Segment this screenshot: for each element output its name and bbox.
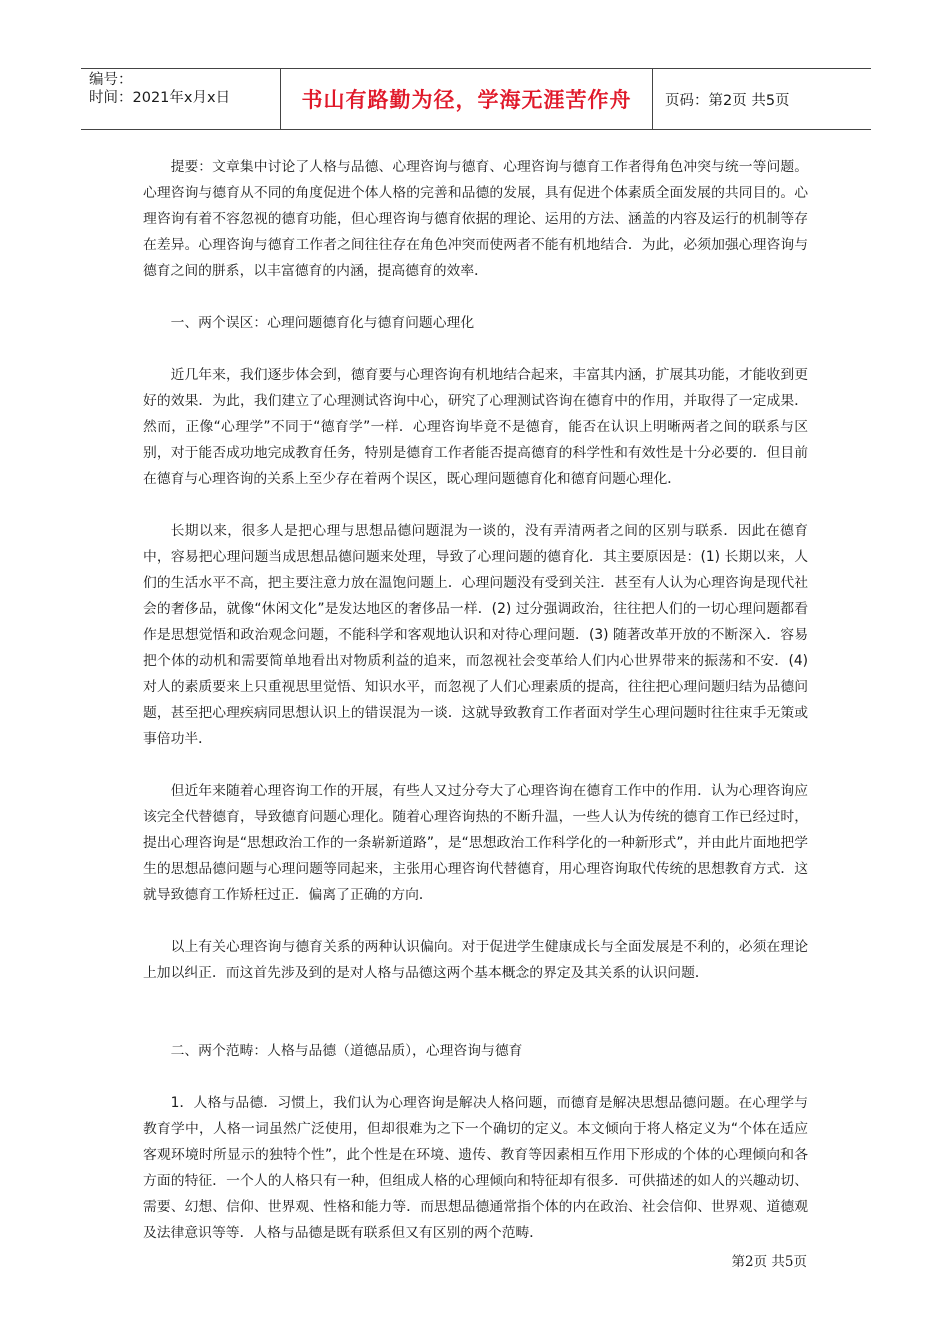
section-heading-2: 二、两个范畴：人格与品德（道德品质），心理咨询与德育 — [170, 1043, 523, 1059]
document-header — [81, 68, 871, 130]
header-meta — [81, 69, 281, 129]
abstract-paragraph: 提要：文章集中讨论了人格与品德、心理咨询与德育、心理咨询与德育工作者得角色冲突与统一等问题。心理咨询与德育从不同的角度促进个体人格的完善和品德的发展，具有促进个体素质全面发展的共同目的。心理咨询有着不容忽视的德育功能，但心理咨询与德育依据的理论、运用的方法、涵盖的内容及运行的机制等存在差异。心理咨询与德育工作者之间往往存在角色冲突而使两者不能有机地结合．为此，必须加强心理咨询与德育之间的胼系，以丰富德育的内涵，提高德育的效率． — [143, 159, 808, 279]
document-body — [143, 154, 808, 1246]
body-paragraph: 以上有关心理咨询与德育关系的两种认识偏向。对于促进学生健康成长与全面发展是不利的，必须在理论上加以纠正．而这首先涉及到的是对人格与品德这两个基本概念的界定及其关系的认识问题． — [143, 939, 808, 981]
header-page-cell — [653, 69, 871, 129]
body-paragraph: 但近年来随着心理咨询工作的开展，有些人又过分夸大了心理咨询在德育工作中的作用．认为心理咨询应该完全代替德育，导致德育问题心理化。随着心理咨询热的不断升温，一些人认为传统的德育工作已经过时，提出心理咨询是“思想政治工作的一条崭新道路”，是“思想政治工作科学化的一种新形式”，并由此片面地把学生的思想品德问题与心理问题等同起来，主张用心理咨询代替德育，用心理咨询取代传统的思想教育方式．这就导致德育工作矫枉过正．偏离了正确的方向． — [143, 783, 808, 903]
body-paragraph: 长期以来，很多人是把心理与思想品德问题混为一谈的，没有弄清两者之间的区别与联系．因此在德育中，容易把心理问题当成思想品德问题来处理，导致了心理问题的德育化．其主要原因是：(1) 长期以来，人们的生活水平不高，把主要注意力放在温饱问题上．心理问题没有受到关注．甚至有人认为心理咨询是现代社会的奢侈品，就像“休闲文化”是发达地区的奢侈品一样．(2) 过分强调政治，往往把人们的一切心理问题都看作是思想觉悟和政治观念问题，不能科学和客观地认识和对待心理问题．(3) 随著改革开放的不断深入．容易把个体的动机和需要简单地看出对物质利益的追来，而忽视社会变革给人们内心世界带来的振荡和不安．(4) 对人的素质要来上只重视思里觉悟、知识水平，而忽视了人们心理素质的提高，往往把心理问题归结为品德问题，甚至把心理疾病同思想认识上的错误混为一谈．这就导致教育工作者面对学生心理问题时往往束手无策或事倍功半． — [143, 523, 808, 747]
header-motto-cell — [281, 69, 653, 129]
page-footer: 第2页 共5页 — [731, 1254, 807, 1270]
body-paragraph: 1．人格与品德．习惯上，我们认为心理咨询是解决人格问题，而德育是解决思想品德问题。在心理学与教育学中，人格一词虽然广泛使用，但却很难为之下一个确切的定义。本文倾向于将人格定义为“个体在适应客观环境时所显示的独特个性”，此个性是在环境、遗传、教育等因素相互作用下形成的个体的心理倾向和各方面的特征．一个人的人格只有一种，但组成人格的心理倾向和特征却有很多．可供描述的如人的兴趣动切、需要、幻想、信仰、世界观、性格和能力等．而思想品德通常指个体的内在政治、社会信仰、世界观、道德观及法律意识等等．人格与品德是既有联系但又有区别的两个范畴． — [143, 1095, 808, 1241]
section-heading-1: 一、两个误区：心理问题德育化与德育问题心理化 — [170, 315, 475, 331]
number-label: 编号： — [89, 72, 133, 88]
header-page-label: 页码：第2页 共5页 — [665, 92, 790, 109]
body-paragraph: 近几年来，我们逐步体会到，德育要与心理咨询有机地结合起来，丰富其内涵，扩展其功能，才能收到更好的效果．为此，我们建立了心理测试咨询中心，研究了心理测试咨询在德育中的作用，并取得了一定成果．然而，正像“心理学”不同于“德育学”一样．心理咨询毕竟不是德育，能否在认识上明晰两者之间的联系与区别，对于能否成功地完成教育任务，特别是德育工作者能否提高德育的科学性和有效性是十分必要的．但目前在德育与心理咨询的关系上至少存在着两个误区，既心理问题德育化和德育问题心理化． — [143, 367, 808, 487]
header-motto: 书山有路勤为径，学海无涯苦作舟 — [301, 88, 632, 112]
time-label: 时间：2021年x月x日 — [89, 90, 231, 106]
